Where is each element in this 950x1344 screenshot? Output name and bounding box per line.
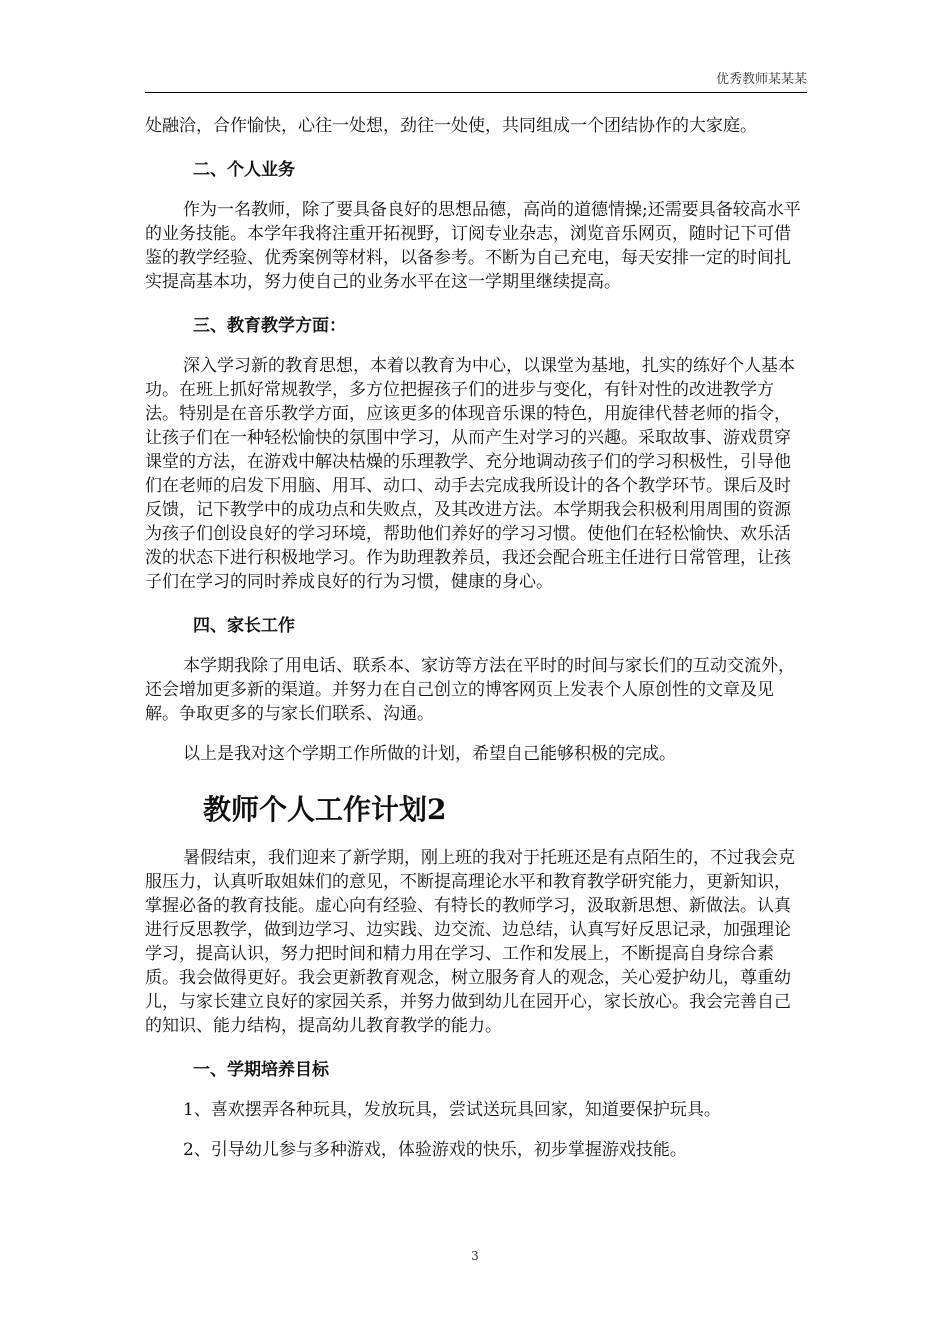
paragraph-continued: 处融洽，合作愉快，心往一处想，劲往一处使，共同组成一个团结协作的大家庭。 xyxy=(145,116,757,136)
section-heading-parents: 四、家长工作 xyxy=(193,616,295,636)
goal-item-2: 2、引导幼儿参与多种游戏，体验游戏的快乐，初步掌握游戏技能。 xyxy=(183,1140,687,1160)
header-author: 优秀教师某某某 xyxy=(715,72,807,87)
document-title-2: 教师个人工作计划2 xyxy=(203,793,447,826)
document-body xyxy=(145,114,807,1162)
paragraph-conclusion: 以上是我对这个学期工作所做的计划，希望自己能够积极的完成。 xyxy=(183,744,676,764)
paragraph-personal-business: 作为一名教师，除了要具备良好的思想品德，高尚的道德情操;还需要具备较高水平的业务技能。本学年我将注重开拓视野，订阅专业杂志，浏览音乐网页，随时记下可借鉴的教学经验、优秀案例等材料，以备参考。不断为自己充电，每天安排一定的时间扎实提高基本功，努力使自己的业务水平在这一学期里继续提高。 xyxy=(145,200,801,292)
goal-item-1: 1、喜欢摆弄各种玩具，发放玩具，尝试送玩具回家，知道要保护玩具。 xyxy=(183,1100,721,1120)
paragraph-intro-2: 暑假结束，我们迎来了新学期，刚上班的我对于托班还是有点陌生的，不过我会克服压力，认真听取姐妹们的意见，不断提高理论水平和教育教学研究能力，更新知识，掌握必备的教育技能。虚心向有经验、有特长的教师学习，汲取新思想、新做法。认真进行反思教学，做到边学习、边实践、边交流、边总结，认真写好反思记录，加强理论学习，提高认识，努力把时间和精力用在学习、工作和发展上，不断提高自身综合素质。我会做得更好。我会更新教育观念，树立服务育人的观念，关心爱护幼儿，尊重幼儿，与家长建立良好的家园关系，并努力做到幼儿在园开心，家长放心。我会完善自己的知识、能力结构，提高幼儿教育教学的能力。 xyxy=(145,848,795,1036)
section-heading-personal-business: 二、个人业务 xyxy=(193,160,295,180)
page-number: 3 xyxy=(471,1249,479,1263)
paragraph-teaching: 深入学习新的教育思想，本着以教育为中心，以课堂为基地，扎实的练好个人基本功。在班上抓好常规教学，多方位把握孩子们的进步与变化，有针对性的改进教学方法。特别是在音乐教学方面，应该更多的体现音乐课的特色，用旋律代替老师的指令，让孩子们在一种轻松愉快的氛围中学习，从而产生对学习的兴趣。采取故事、游戏贯穿课堂的方法，在游戏中解决枯燥的乐理教学、充分地调动孩子们的学习积极性，引导他们在老师的启发下用脑、用耳、动口、动手去完成我所设计的各个教学环节。课后及时反馈，记下教学中的成功点和失败点，及其改进方法。本学期我会积极利用周围的资源为孩子们创设良好的学习环境，帮助他们养好的学习习惯。使他们在轻松愉快、欢乐活泼的状态下进行积极地学习。作为助理教养员，我还会配合班主任进行日常管理，让孩子们在学习的同时养成良好的行为习惯，健康的身心。 xyxy=(145,356,795,592)
paragraph-parents: 本学期我除了用电话、联系本、家访等方法在平时的时间与家长们的互动交流外，还会增加更多新的渠道。并努力在自己创立的博客网页上发表个人原创性的文章及见解。争取更多的与家长们联系、沟通。 xyxy=(145,656,795,724)
page-header xyxy=(145,66,807,93)
section-heading-goals: 一、学期培养目标 xyxy=(193,1060,329,1080)
section-heading-teaching: 三、教育教学方面： xyxy=(193,316,346,336)
